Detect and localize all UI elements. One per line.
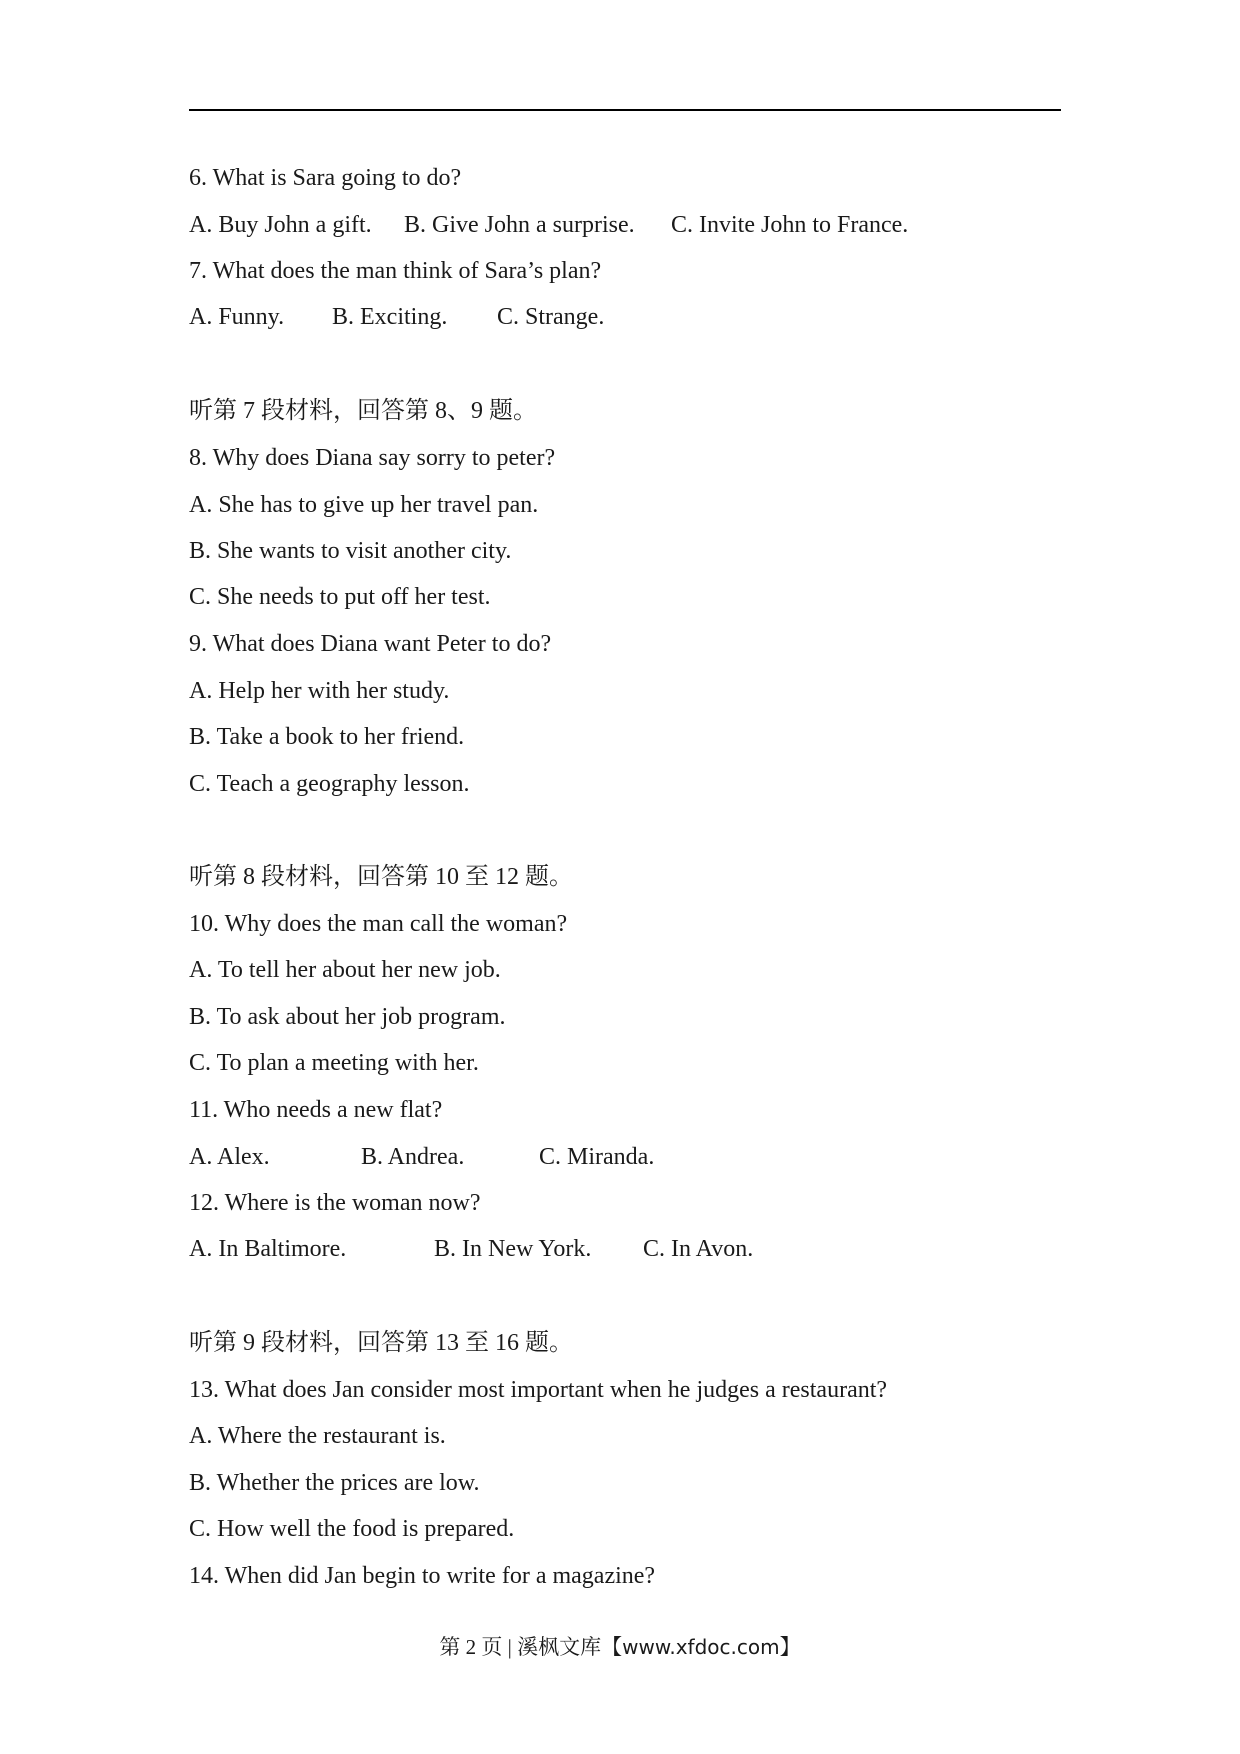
option-10b: B. To ask about her job program. [189, 1004, 506, 1030]
question-13: 13. What does Jan consider most important when he judges a restaurant? [189, 1377, 888, 1403]
option-6b: B. Give John a surprise. [404, 212, 635, 238]
option-10a: A. To tell her about her new job. [189, 957, 501, 983]
option-6a: A. Buy John a gift. [189, 212, 372, 238]
section-heading-9: 听第 9 段材料，回答第 13 至 16 题。 [189, 1330, 573, 1356]
option-12c: C. In Avon. [643, 1236, 754, 1262]
header-rule [189, 109, 1061, 111]
question-10: 10. Why does the man call the woman? [189, 911, 568, 937]
option-12b: B. In New York. [434, 1236, 592, 1262]
option-9b: B. Take a book to her friend. [189, 724, 465, 750]
question-12: 12. Where is the woman now? [189, 1190, 481, 1216]
option-9c: C. Teach a geography lesson. [189, 771, 470, 797]
question-6: 6. What is Sara going to do? [189, 165, 462, 191]
option-9a: A. Help her with her study. [189, 678, 450, 704]
option-13b: B. Whether the prices are low. [189, 1470, 480, 1496]
option-12a: A. In Baltimore. [189, 1236, 347, 1262]
question-7: 7. What does the man think of Sara’s plan? [189, 258, 602, 284]
option-13a: A. Where the restaurant is. [189, 1423, 446, 1449]
question-11: 11. Who needs a new flat? [189, 1097, 443, 1123]
option-7c: C. Strange. [497, 304, 605, 330]
option-11b: B. Andrea. [361, 1144, 465, 1170]
option-7b: B. Exciting. [332, 304, 448, 330]
footer-bracket-open: 【 [601, 1635, 623, 1659]
section-heading-7: 听第 7 段材料，回答第 8、9 题。 [189, 398, 537, 424]
section-heading-8: 听第 8 段材料，回答第 10 至 12 题。 [189, 864, 573, 890]
question-14: 14. When did Jan begin to write for a magazine? [189, 1563, 656, 1589]
footer-separator: | [507, 1635, 512, 1659]
footer-page-number: 第 2 页 [439, 1635, 503, 1659]
option-13c: C. How well the food is prepared. [189, 1516, 515, 1542]
footer-bracket-close: 】 [779, 1635, 801, 1659]
option-10c: C. To plan a meeting with her. [189, 1050, 479, 1076]
page-footer [0, 1632, 1240, 1662]
option-11c: C. Miranda. [539, 1144, 655, 1170]
option-6c: C. Invite John to France. [671, 212, 909, 238]
question-9: 9. What does Diana want Peter to do? [189, 631, 552, 657]
option-11a: A. Alex. [189, 1144, 270, 1170]
option-8c: C. She needs to put off her test. [189, 584, 491, 610]
option-7a: A. Funny. [189, 304, 285, 330]
footer-url-link[interactable]: www.xfdoc.com [622, 1635, 780, 1659]
question-8: 8. Why does Diana say sorry to peter? [189, 445, 556, 471]
footer-brand: 溪枫文库 [517, 1635, 602, 1659]
option-8a: A. She has to give up her travel pan. [189, 492, 539, 518]
option-8b: B. She wants to visit another city. [189, 538, 512, 564]
